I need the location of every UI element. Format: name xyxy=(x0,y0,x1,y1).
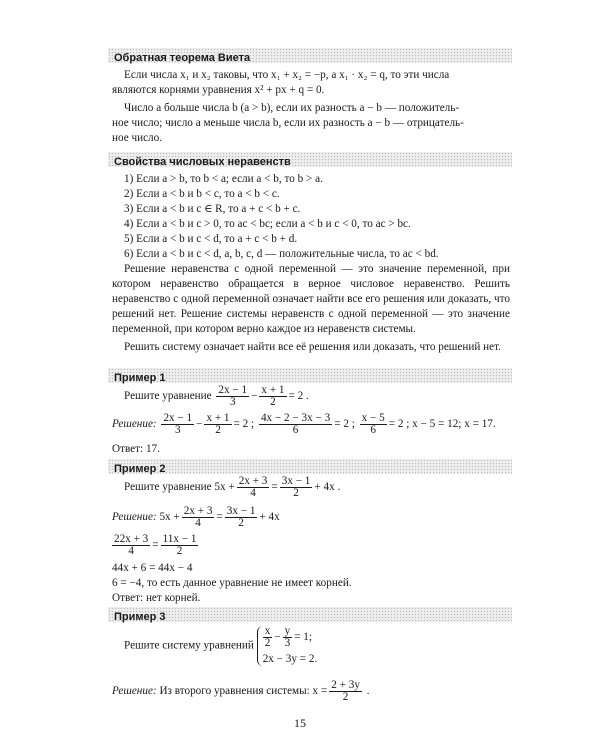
text-line: Если числа x₁ и x₂ таковы, что x₁ + x₂ = −p, а x₁ · x₂ = q, то эти числа xyxy=(124,69,450,81)
equation-tail: = 2 ; x − 5 = 12; x = 17. xyxy=(388,418,496,431)
solution-line: Решение: 5x + $\frac{2x + 3}{4}$ = $\frac{3x - 1}{2}$ + 4x xyxy=(112,505,280,529)
example-header-3 xyxy=(108,607,512,622)
task-text: Решите уравнение xyxy=(124,481,212,494)
fraction: $\frac{x + 1}{2}$ xyxy=(261,384,285,408)
fraction: $\frac{x - 5}{6}$ xyxy=(361,412,385,436)
fraction: $\frac{2x + 3}{4}$ xyxy=(183,505,213,529)
list-item: 1) Если a > b, то b < a; если a < b, то b > a. xyxy=(124,173,323,185)
text-line: ное число; число a меньше числа b, если их разность a − b — отрицатель- xyxy=(112,117,464,129)
section-title: Свойства числовых неравенств xyxy=(114,156,291,168)
paragraph: Решение неравенства с одной переменной — это значение переменной, при котором неравенство обращается в верное числовое неравенство. Решить неравенство с одной переменной означает найти все его решения или доказать, что решений нет. Решение системы неравенств с одной переменной — это значение переменной, при котором верно каждое из неравенств системы. xyxy=(112,263,510,335)
solution-line: Решение: Из второго уравнения системы: x = $\frac{2 + 3y}{2}$ . xyxy=(112,679,370,703)
fraction: $\frac{11x - 1}{2}$ xyxy=(162,533,197,557)
fraction: $\frac{2 + 3y}{2}$ xyxy=(331,679,360,703)
list-item: 2) Если a < b и b < c, то a < b < c. xyxy=(124,188,280,200)
task-line xyxy=(112,626,522,666)
example-title: Пример 2 xyxy=(114,463,166,475)
fraction: $\frac{2x - 1}{3}$ xyxy=(163,412,193,436)
section-header-vieta xyxy=(108,48,512,63)
solution-line: 6 = −4, то есть данное уравнение не имеет корней. xyxy=(112,577,352,589)
list-item: 6) Если a < b и c < d, a, b, c, d — положительные числа, то ac < bd. xyxy=(124,248,439,260)
answer-line: Ответ: 17. xyxy=(112,443,160,455)
example-header-2 xyxy=(108,459,512,474)
solution-text: Из второго уравнения системы: xyxy=(159,685,310,698)
solution-label: Решение: xyxy=(112,418,157,431)
fraction: $\frac{2x - 1}{3}$ xyxy=(218,384,248,408)
task-text: Решите уравнение xyxy=(124,390,212,403)
list-item: 4) Если a < b и c > 0, то ac < bc; если a < b и c < 0, то ac > bc. xyxy=(124,218,411,230)
section-title: Обратная теорема Виета xyxy=(114,52,251,64)
page-number: 15 xyxy=(294,716,306,730)
list-item: 5) Если a < b и c < d, то a + c < b + d. xyxy=(124,233,298,245)
text-line: ное число. xyxy=(112,132,163,144)
task-line: Решите уравнение $\frac{2x - 1}{3}$ − $\frac{x + 1}{2}$ = 2 . xyxy=(124,384,309,408)
paragraph: Решить систему означает найти все её решения или доказать, что решений нет. xyxy=(124,341,501,353)
solution-label: Решение: xyxy=(112,685,157,698)
solution-label: Решение: xyxy=(112,511,157,524)
task-text: Решите систему уравнений xyxy=(124,639,254,652)
example-title: Пример 1 xyxy=(114,372,166,384)
solution-line: 44x + 6 = 44x − 4 xyxy=(112,562,193,574)
fraction: $\frac{22x + 3}{4}$ xyxy=(114,533,149,557)
fraction: $\frac{3x - 1}{2}$ xyxy=(226,505,256,529)
answer-line: Ответ: нет корней. xyxy=(112,592,201,604)
equation-tail: = 2 ; xyxy=(233,418,255,431)
fraction: $\frac{2x + 3}{4}$ xyxy=(238,475,268,499)
equation-tail: = 2 ; xyxy=(334,418,355,431)
solution-line: Решение: $\frac{2x - 1}{3}$ − $\frac{x + 1}{2}$ = 2 ; $\frac{4x - 2 - 3x - 3}{6}$ = 2 ; $\frac{x - 5}{6}$ = 2 ; x − 5 = 12; x = 17. xyxy=(112,412,496,436)
fraction: $\frac{x + 1}{2}$ xyxy=(206,412,230,436)
solution-line: $\frac{22x + 3}{4}$ = $\frac{11x - 1}{2}$ xyxy=(114,533,197,557)
fraction: $\frac{4x - 2 - 3x - 3}{6}$ xyxy=(260,412,331,436)
section-header-inequalities xyxy=(108,152,512,167)
fraction: $\frac{3x - 1}{2}$ xyxy=(281,475,311,499)
example-header-1 xyxy=(108,368,512,383)
text-line: Число a больше числа b (a > b), если их разность a − b — положитель- xyxy=(124,102,460,114)
text-line: являются корнями уравнения x² + px + q = 0. xyxy=(112,84,325,96)
task-line: Решите уравнение 5x + $\frac{2x + 3}{4}$ = $\frac{3x - 1}{2}$ + 4x . xyxy=(124,475,341,499)
example-title: Пример 3 xyxy=(114,611,166,623)
equation-system: $\frac{x}{2}$ − $\frac{y}{3}$ = 1; 2x − 3y = 2. xyxy=(257,626,318,666)
list-item: 3) Если a < b и c ∈ R, то a + c < b + c. xyxy=(124,203,301,215)
